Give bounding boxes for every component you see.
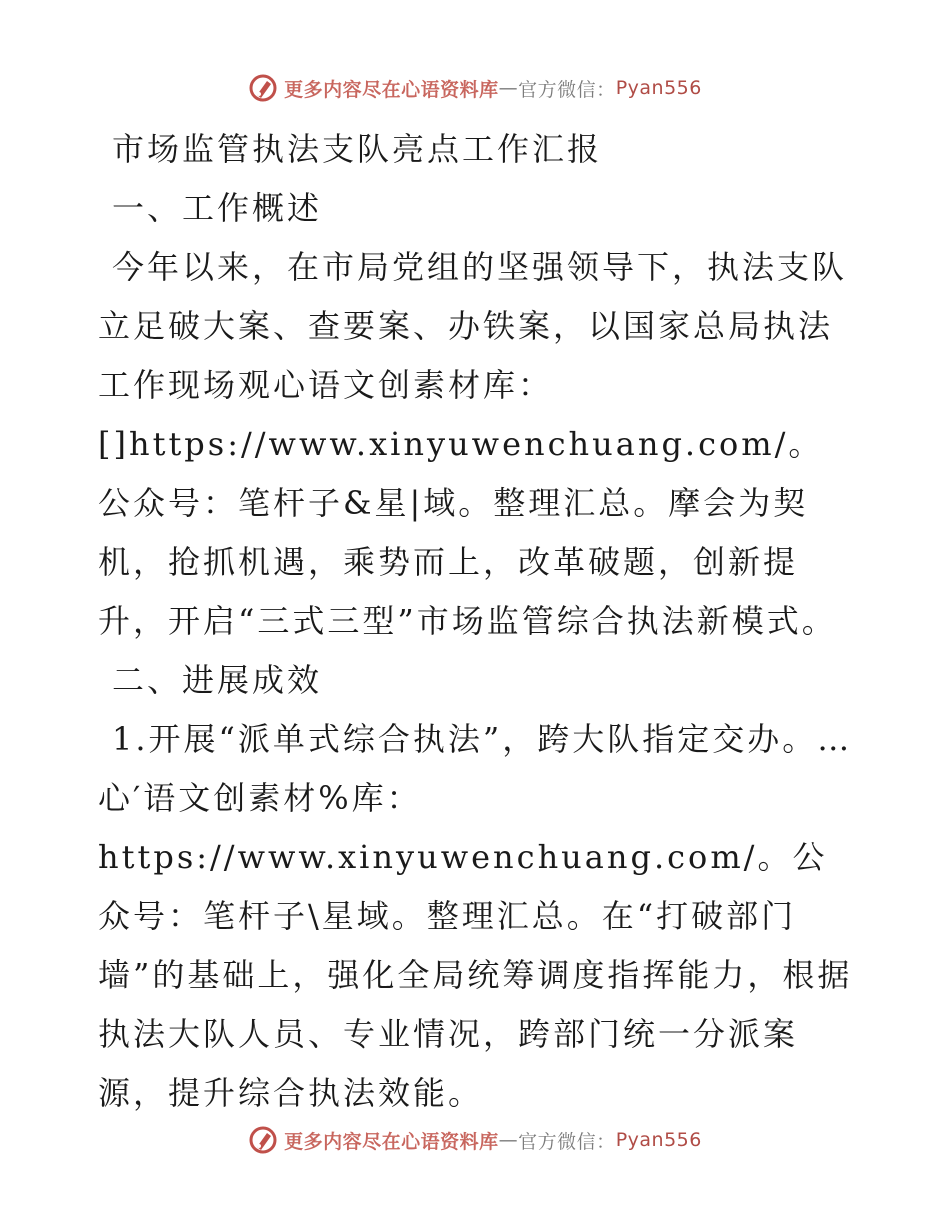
document-body <box>98 120 858 1123</box>
banner-wechat-id: Pyan556 <box>615 1129 702 1151</box>
banner-dash: — <box>498 77 519 99</box>
document-title: 市场监管执法支队亮点工作汇报 <box>112 130 603 168</box>
progress-item-1: 1.开展“派单式综合执法”，跨大队指定交办。…心′语文创素材%库：https://www.xinyuwenchuang.com/。公众号：笔杆子\星域。整理汇总。在“打破部门墙”的基础上，强化全局统筹调度指挥能力，根据执法大队人员、专业情况，跨部门统一分派案源，提升综合执法效能。 <box>98 720 853 1112</box>
section-heading-overview: 一、工作概述 <box>112 189 323 227</box>
overview-paragraph: 今年以来，在市局党组的坚强领导下，执法支队立足破大案、查要案、办铁案，以国家总局执法工作现场观心语文创素材库：[]https://www.xinyuwenchuang.com/。公众号：笔杆子&星|域。整理汇总。摩会为契机，抢抓机遇，乘势而上，改革破题，创新提升，开启“三式三型”市场监管综合执法新模式。 <box>98 248 848 640</box>
pen-nib-logo-icon <box>248 1125 278 1155</box>
banner-wechat-id: Pyan556 <box>615 77 702 99</box>
banner-brand-text: 更多内容尽在心语资料库 <box>284 1130 499 1153</box>
watermark-banner-bottom <box>0 1120 950 1160</box>
banner-wechat-label: 官方微信： <box>518 1130 616 1153</box>
watermark-banner-top <box>0 68 950 108</box>
section-heading-progress: 二、进展成效 <box>112 661 323 699</box>
banner-brand-text: 更多内容尽在心语资料库 <box>284 78 499 101</box>
pen-nib-logo-icon <box>248 73 278 103</box>
banner-dash: — <box>498 1129 519 1151</box>
banner-wechat-label: 官方微信： <box>518 78 616 101</box>
